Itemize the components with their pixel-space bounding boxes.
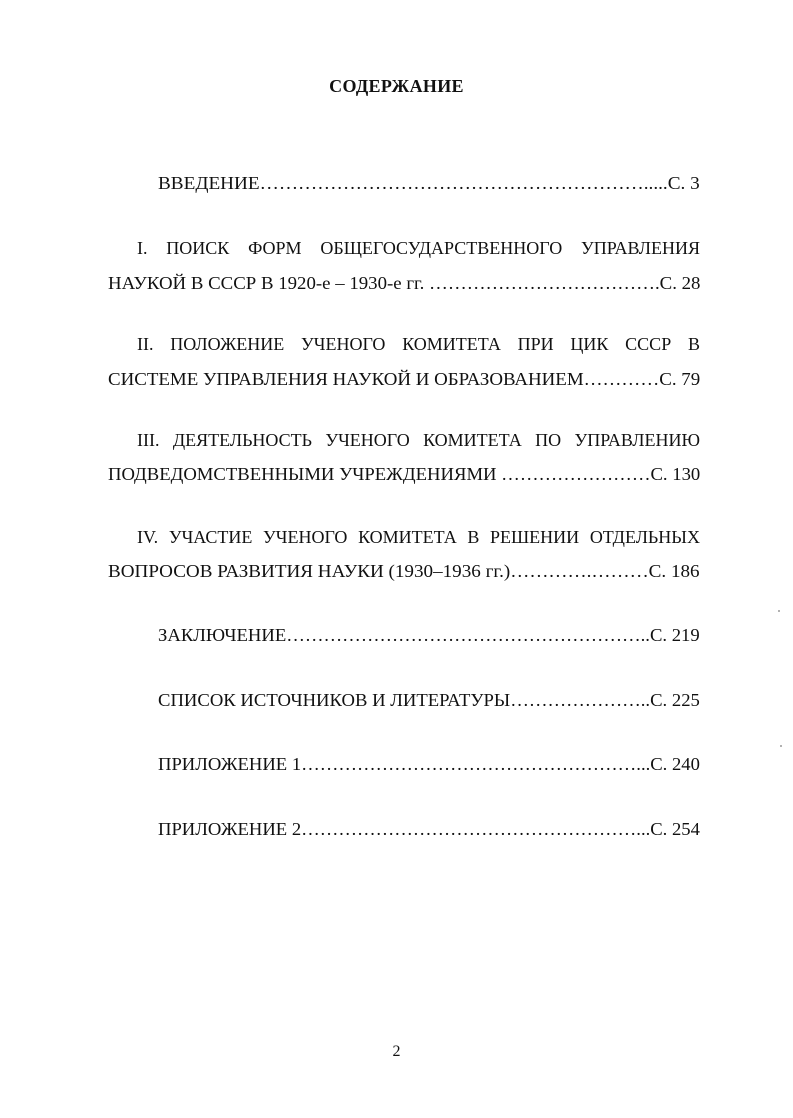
toc-word: ПОЛОЖЕНИЕ: [170, 334, 285, 354]
toc-word: ФОРМ: [248, 238, 302, 258]
toc-word: КОМИТЕТА: [423, 430, 522, 450]
page-number: 2: [392, 1043, 401, 1060]
toc-entry-chapter-1-line-1: [137, 237, 700, 259]
toc-entry-appendix-2: ПРИЛОЖЕНИЕ 2………………………………………………...С. 254: [158, 819, 700, 839]
toc-word: ОБЩЕГОСУДАРСТВЕННОГО: [320, 238, 563, 258]
toc-word: ЦИК: [570, 334, 609, 354]
page-title: СОДЕРЖАНИЕ: [329, 76, 464, 96]
toc-word: ОТДЕЛЬНЫХ: [589, 527, 700, 547]
toc-entry-conclusion: ЗАКЛЮЧЕНИЕ…………………………………………………..С. 219: [158, 625, 700, 645]
scan-speck: [778, 610, 780, 612]
toc-entry-sources: СПИСОК ИСТОЧНИКОВ И ЛИТЕРАТУРЫ…………………..С. 225: [158, 690, 700, 710]
toc-word: УЧЕНОГО: [263, 527, 348, 547]
toc-entry-chapter-4-line-1: [137, 526, 700, 548]
toc-entry-introduction: ВВЕДЕНИЕ…………………………………………………….....С. 3: [158, 173, 700, 193]
toc-entry-chapter-2-line-2: СИСТЕМЕ УПРАВЛЕНИЯ НАУКОЙ И ОБРАЗОВАНИЕМ…………С. 79: [108, 369, 701, 389]
toc-entry-chapter-2-line-1: [137, 333, 700, 355]
toc-entry-chapter-1-line-2: НАУКОЙ В СССР В 1920-е – 1930-е гг. ……………………………….С. 28: [108, 273, 701, 293]
toc-word: IV.: [137, 527, 159, 547]
toc-word: УПРАВЛЕНИЮ: [574, 430, 700, 450]
toc-word: СССР: [625, 334, 672, 354]
toc-word: ДЕЯТЕЛЬНОСТЬ: [172, 430, 312, 450]
toc-word: В: [467, 527, 480, 547]
toc-entry-chapter-3-line-2: ПОДВЕДОМСТВЕННЫМИ УЧРЕЖДЕНИЯМИ ……………………С. 130: [108, 464, 701, 484]
toc-word: РЕШЕНИИ: [490, 527, 580, 547]
toc-word: ПОИСК: [166, 238, 230, 258]
toc-word: II.: [137, 334, 154, 354]
toc-word: ПРИ: [517, 334, 554, 354]
toc-word: УЧАСТИЕ: [168, 527, 253, 547]
scan-speck: [780, 745, 782, 747]
toc-word: ПО: [535, 430, 562, 450]
toc-word: УЧЕНОГО: [325, 430, 410, 450]
toc-word: В: [687, 334, 700, 354]
toc-word: III.: [137, 430, 160, 450]
toc-word: КОМИТЕТА: [402, 334, 501, 354]
toc-entry-appendix-1: ПРИЛОЖЕНИЕ 1………………………………………………...С. 240: [158, 754, 700, 774]
toc-word: I.: [137, 238, 148, 258]
toc-entry-chapter-3-line-1: [137, 429, 700, 451]
toc-word: УПРАВЛЕНИЯ: [581, 238, 700, 258]
toc-entry-chapter-4-line-2: ВОПРОСОВ РАЗВИТИЯ НАУКИ (1930–1936 гг.)………….………С. 186: [108, 561, 700, 581]
toc-word: КОМИТЕТА: [358, 527, 457, 547]
toc-word: УЧЕНОГО: [301, 334, 386, 354]
